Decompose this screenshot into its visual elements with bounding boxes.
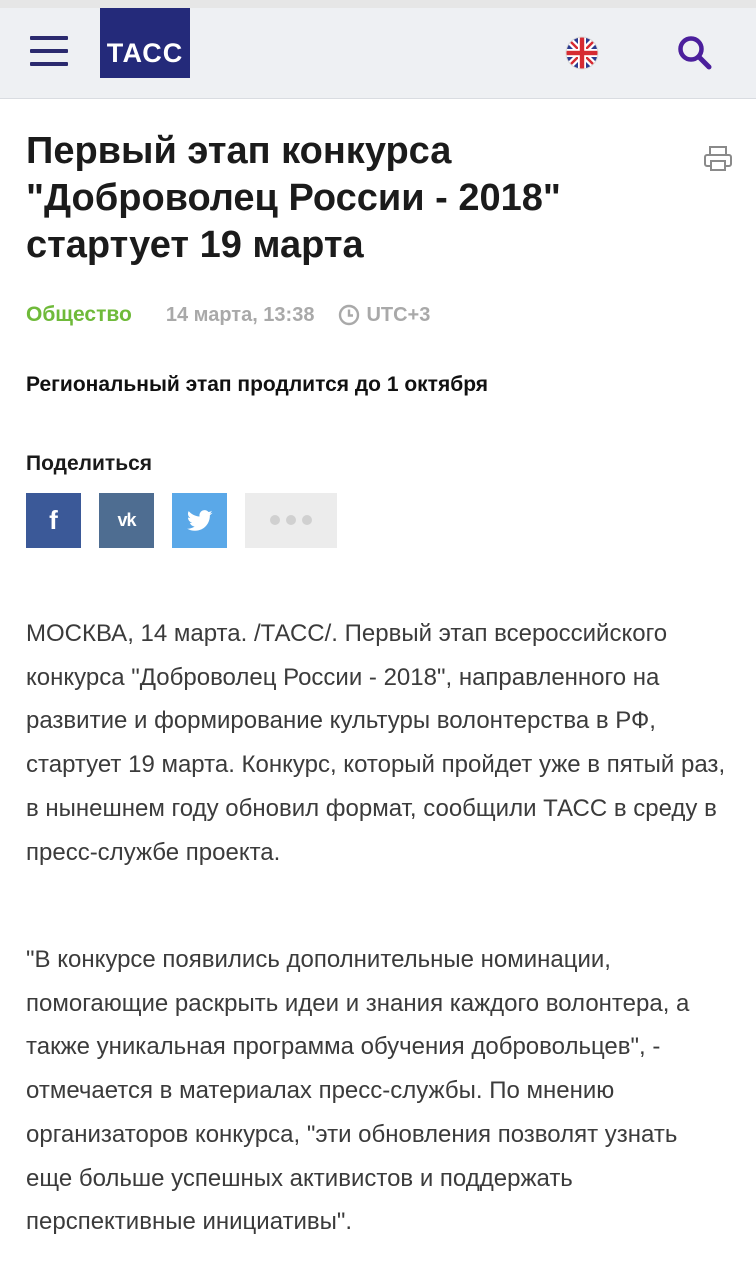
status-strip: [0, 0, 756, 8]
facebook-icon: f: [49, 505, 58, 535]
article-title: Первый этап конкурса "Доброволец России - 2018" стартует 19 марта: [26, 130, 561, 266]
tass-logo[interactable]: ТАСС: [100, 8, 190, 78]
print-icon: [703, 144, 733, 174]
publish-date: 14 марта, 13:38: [165, 303, 315, 326]
uk-flag-icon[interactable]: [565, 36, 599, 70]
menu-button[interactable]: [30, 32, 70, 68]
article-paragraph: МОСКВА, 14 марта. /ТАСС/. Первый этап всероссийского конкурса "Доброволец России - 2018", направленного на развитие и формирование культуры волонтерства в РФ, стартует 19 марта. Конкурс, который пройдет уже в пятый раз, в нынешнем году обновил формат, сообщили ТАСС в среду в пресс-службе проекта.: [26, 620, 726, 866]
menu-icon-line: [30, 49, 68, 53]
share-twitter-button[interactable]: [172, 493, 227, 548]
rubric-link[interactable]: Общество: [26, 303, 132, 326]
timezone: [338, 304, 430, 327]
vk-icon: vk: [117, 510, 136, 530]
menu-icon: [30, 36, 68, 40]
menu-icon-line: [30, 62, 68, 66]
search-button[interactable]: [676, 34, 714, 72]
twitter-bird-icon: [187, 510, 213, 532]
share-facebook-button[interactable]: [26, 493, 81, 548]
share-label: Поделиться: [26, 452, 153, 475]
print-button[interactable]: [703, 144, 733, 174]
article-lead: Региональный этап продлится до 1 октября: [26, 373, 488, 396]
more-dots-icon: [267, 512, 315, 530]
site-header: [0, 8, 756, 99]
article-paragraph: "В конкурсе появились дополнительные номинации, помогающие раскрыть идеи и знания каждого волонтера, а также уникальная программа обучения добровольцев", - отмечается в материалах пресс-службы. По мнению организаторов конкурса, "эти обновления позволят узнать еще больше успешных активистов и поддержать перспективные инициативы".: [26, 946, 690, 1236]
article-meta: [26, 300, 430, 330]
clock-icon: [338, 304, 360, 326]
search-icon: [676, 34, 714, 72]
share-more-button[interactable]: [245, 493, 337, 548]
timezone-label: UTC+3: [366, 303, 431, 326]
share-vk-button[interactable]: [99, 493, 154, 548]
